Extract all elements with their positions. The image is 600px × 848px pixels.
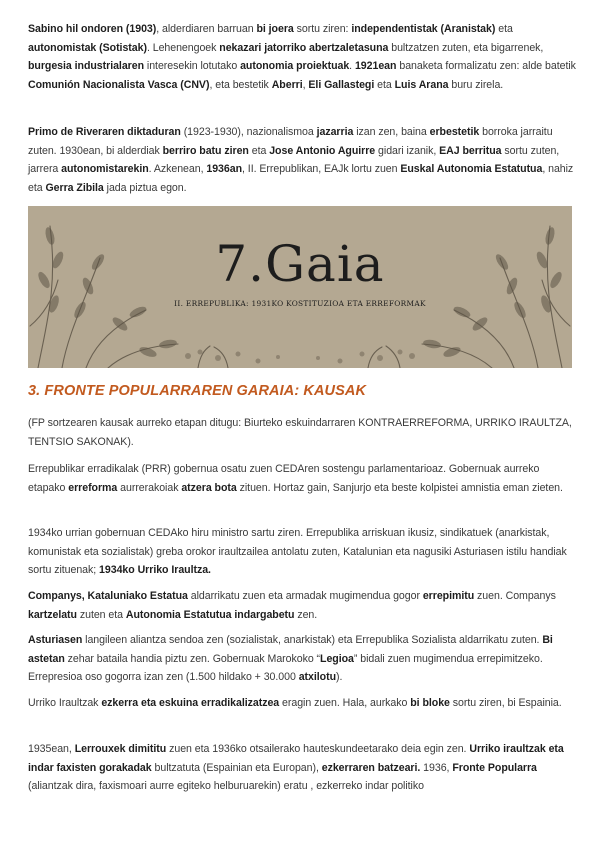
text-span: banaketa formalizatu zen: alde batetik [396,60,576,73]
text-span: izan zen, baina [353,126,430,138]
bold-text: erbestetik [429,126,480,138]
text-span: buru zirela. [448,78,504,91]
paragraph-nationalism-split [28,20,576,94]
bold-text: 1921ean [354,60,397,73]
bold-text: ezkerra eta eskuina erradikalizatzea [101,697,280,709]
bold-text: Lerrouxek dimititu [74,743,167,755]
bold-text: autonomistarekin [61,163,149,176]
bold-text: bi bloke [410,697,450,709]
text-span: , alderdiaren barruan [156,23,257,35]
text-span: eta [495,23,513,35]
text-span: , II. Errepublikan, EAJk lortu zuen [242,163,401,176]
text-span: . Lehenengoek [146,41,220,54]
bold-text: nekazari jatorriko abertzaletasuna [219,41,389,54]
text-span: langileen aliantza sendoa zen (sozialistak, anarkistak) eta Errepublika Sozialista aldarrikatu zuten. [82,634,543,646]
section-title: 3. FRONTE POPULARRAREN GARAIA: KAUSAK [28,383,367,399]
paragraph-asturias [28,631,576,687]
text-span: sortu ziren, bi Espainia. [449,697,562,709]
text-span: , eta bestetik [209,78,272,91]
bold-text: 1934ko Urriko Iraultza. [99,564,211,577]
bold-text: 1936an [206,163,243,176]
text-span: gidari izanik, [375,144,440,157]
bold-text: Primo de Riveraren diktaduran [28,126,181,138]
bold-text: bi joera [256,23,294,35]
chapter-subtitle: II. ERREPUBLIKA: 1931KO KOSTITUZIOA ETA ERREFORMAK [174,299,426,308]
bold-text: jazarria [316,126,354,138]
chapter-title: 7.Gaia [215,235,385,293]
text-span: ). [336,671,343,684]
bold-text: errepimitu [422,590,475,602]
bold-text: Legioa [320,652,354,665]
text-span: eta [374,78,395,91]
text-span: zuten eta [76,608,126,621]
bold-text: atxilotu [298,671,336,684]
text-span: zuen. Companys [474,590,556,602]
text-span: zituen. Hortaz gain, Sanjurjo eta beste kolpistei amnistia eman zieten. [236,481,563,494]
text-span: (FP sortzearen kausak aurreko etapan ditugu: Biurteko eskuindarraren KONTRAERREFORMA, URRIKO IRAULTZA, TENTSIO SAKONAK). [28,417,572,448]
bold-text: burgesia industrialaren [28,60,145,73]
text-span: bultzatuta (Espainian eta Europan), [151,761,322,774]
bold-text: Gerra Zibila [45,181,104,194]
bold-text: independentistak (Aranistak) [351,23,496,35]
bold-text: Euskal Autonomia Estatutua [400,163,543,176]
paragraph-popular-front [28,740,576,796]
bold-text: Urriko iraultzak eta indar faxisten gorakadak [28,743,564,774]
text-span: bultzatzen zuten, eta bigarrenek, [388,41,544,54]
text-span: sortu ziren: [293,23,352,35]
text-span: interesekin lotutako [144,60,241,73]
text-span: 1935ean, [28,743,75,755]
paragraph-fp-causes-intro [28,414,576,451]
bold-text: ezkerraren batzeari. [321,761,421,774]
text-span: . Azkenean, [148,163,207,176]
paragraph-companys [28,587,576,624]
bold-text: kartzelatu [28,608,77,621]
text-span: zuen eta 1936ko otsailerako hauteskundeetarako deia egin zen. [166,743,470,755]
text-span: , [302,78,309,91]
paragraph-october-1934 [28,524,576,580]
paragraph-radical-government [28,460,576,497]
text-span: jada piztua egon. [103,181,187,194]
text-span: aurrerakoiak [117,481,182,494]
bold-text: autonomistak (Sotistak) [28,41,147,54]
text-span: ” bidali zuen mugimendua errepimitzeko. Errepresioa oso gogorra izan zen (1.500 hildako + 30.000 [28,652,543,684]
text-span: . [349,60,355,73]
bold-text: autonomia proiektuak [240,60,350,73]
text-span: zehar bataila handia piztu zen. Gobernuak Marokoko “ [64,652,321,665]
text-span: Urriko Iraultzak [28,697,102,709]
text-span: borroka jarraitu zuten. 1930ean, bi alderdiak [28,126,553,157]
chapter-banner [28,206,572,368]
bold-text: Asturiasen [28,634,83,646]
text-span: (1923-1930), nazionalismoa [180,126,317,138]
text-span: 1936, [420,761,453,774]
paragraph-primo-de-rivera [28,123,576,197]
bold-text: Fronte Popularra [452,761,537,774]
bold-text: Aberri [271,78,303,91]
text-span: aldarrikatu zuen eta armadak mugimendua gogor [187,590,423,602]
text-span: (aliantzak dira, faxismoari aurre egiteko helburuarekin) eratu , ezkerreko indar politiko [28,780,424,793]
bold-text: Sabino hil ondoren (1903) [28,23,157,35]
text-span: Errepublikar erradikalak (PRR) gobernua osatu zuen CEDAren sostengu parlamentarioaz. Gobernuak aurreko etapako [28,463,540,494]
paragraph-radicalization [28,694,576,713]
bold-text: Bi astetan [28,634,553,665]
bold-text: Autonomia Estatutua indargabetu [125,608,295,621]
bold-text: erreforma [68,481,118,494]
text-span: eta [248,144,270,157]
text-span: sortu zuten, jarrera [28,144,560,176]
text-span: eragin zuen. Hala, aurkako [279,697,411,709]
bold-text: Jose Antonio Aguirre [269,144,376,157]
bold-text: atzera bota [181,481,237,494]
bold-text: Companys, Kataluniako Estatua [28,590,188,602]
text-span: zen. [294,608,318,621]
bold-text: Eli Gallastegi [308,78,375,91]
bold-text: berriro batu ziren [162,144,249,157]
bold-text: Comunión Nacionalista Vasca (CNV) [28,78,210,91]
text-span: 1934ko urrian gobernuan CEDAko hiru ministro sartu ziren. Errepublika arriskuan ikusiz, sindikatuek (anarkistak, komunistak eta sozialistak) greba orokor iraultzailea antolatu zuten, Katalunian eta nagusiki Asturiasen istilu handiak sortu zituenak; [28,527,567,577]
bold-text: EAJ berritua [439,144,502,157]
text-span: , nahiz eta [28,163,574,194]
bold-text: Luis Arana [394,78,449,91]
